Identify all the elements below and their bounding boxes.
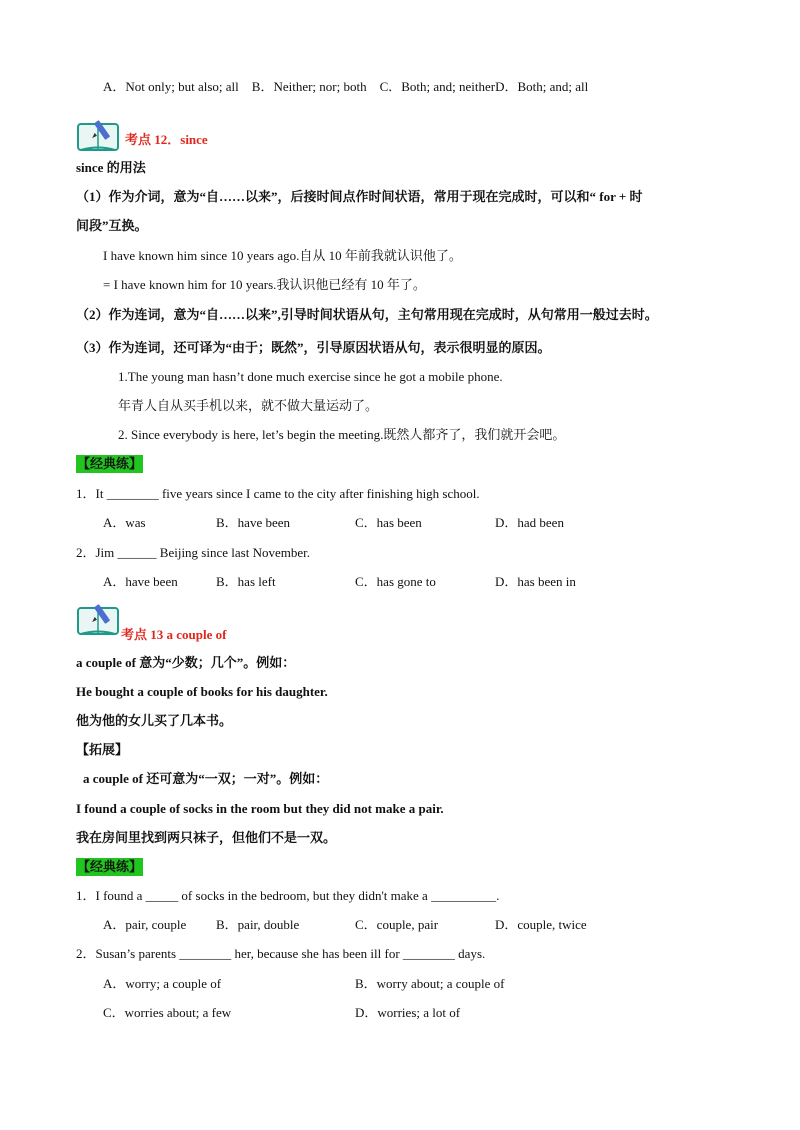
- example-1-cn: 他为他的女儿买了几本书。: [76, 713, 233, 728]
- example-1: I have known him since 10 years ago.自从 10 年前我就认识他了。: [103, 248, 462, 263]
- option-a[interactable]: A．worry; a couple of: [103, 976, 222, 991]
- example-2: = I have known him for 10 years.我认识他已经有 10 年了。: [103, 277, 426, 292]
- practice-label: 【经典练】: [77, 859, 143, 874]
- question-stem: 1．It ________ five years since I came to the city after finishing high school.: [76, 486, 480, 501]
- option-b[interactable]: B．has left: [216, 574, 276, 589]
- option-c[interactable]: C．worries about; a few: [103, 1005, 232, 1020]
- option-a[interactable]: A．have been: [103, 574, 178, 589]
- option-d[interactable]: D．worries; a lot of: [355, 1005, 461, 1020]
- question-stem: 1．I found a _____ of socks in the bedroom, but they didn't make a __________.: [76, 888, 500, 903]
- rule-1-line-2: 间段”互换。: [76, 218, 148, 233]
- example-3-en: 1.The young man hasn’t done much exercise since he got a mobile phone.: [118, 369, 503, 384]
- option-d[interactable]: D．has been in: [495, 574, 576, 589]
- option-b[interactable]: B．pair, double: [216, 917, 300, 932]
- previous-question-options: A．Not only; but also; all B．Neither; nor; both C．Both; and; neitherD．Both; and; all: [103, 79, 589, 94]
- example-3-cn: 年青人自从买手机以来，就不做大量运动了。: [118, 398, 379, 413]
- extend-label: 【拓展】: [76, 742, 129, 757]
- rule-2: （2）作为连词，意为“自……以来”,引导时间状语从句，主句常用现在完成时，从句常用一般过去时。: [76, 307, 658, 322]
- option-c[interactable]: C．has gone to: [355, 574, 436, 589]
- example-1-en: He bought a couple of books for his daughter.: [76, 684, 328, 699]
- question-stem: 2．Jim ______ Beijing since last November.: [76, 545, 310, 560]
- question-stem: 2．Susan’s parents ________ her, because she has been ill for ________ days.: [76, 946, 486, 961]
- option-b[interactable]: B．worry about; a couple of: [355, 976, 505, 991]
- option-a[interactable]: A．pair, couple: [103, 917, 187, 932]
- book-pencil-icon: [76, 602, 122, 638]
- section-13-heading: 考点 13 a couple of: [121, 627, 227, 642]
- book-pencil-icon: [76, 118, 122, 154]
- section-12-heading: 考点 12．since: [125, 132, 208, 147]
- meaning-line: a couple of 意为“少数；几个”。例如：: [76, 655, 296, 670]
- since-usage-title: since 的用法: [76, 160, 146, 175]
- option-a[interactable]: A．was: [103, 515, 146, 530]
- example-4: 2. Since everybody is here, let’s begin the meeting.既然人都齐了，我们就开会吧。: [118, 427, 566, 442]
- rule-1-line-1: （1）作为介词，意为“自……以来”，后接时间点作时间状语，常用于现在完成时，可以和“ for + 时: [76, 189, 643, 204]
- option-d[interactable]: D．had been: [495, 515, 564, 530]
- option-d[interactable]: D．couple, twice: [495, 917, 587, 932]
- example-2-cn: 我在房间里找到两只袜子，但他们不是一双。: [76, 830, 337, 845]
- option-b[interactable]: B．have been: [216, 515, 291, 530]
- practice-label: 【经典练】: [77, 456, 143, 471]
- example-2-en: I found a couple of socks in the room but they did not make a pair.: [76, 801, 444, 816]
- extend-meaning: a couple of 还可意为“一双；一对”。例如：: [83, 771, 329, 786]
- rule-3: （3）作为连词，还可译为“由于；既然”，引导原因状语从句，表示很明显的原因。: [76, 340, 551, 355]
- option-c[interactable]: C．couple, pair: [355, 917, 439, 932]
- option-c[interactable]: C．has been: [355, 515, 422, 530]
